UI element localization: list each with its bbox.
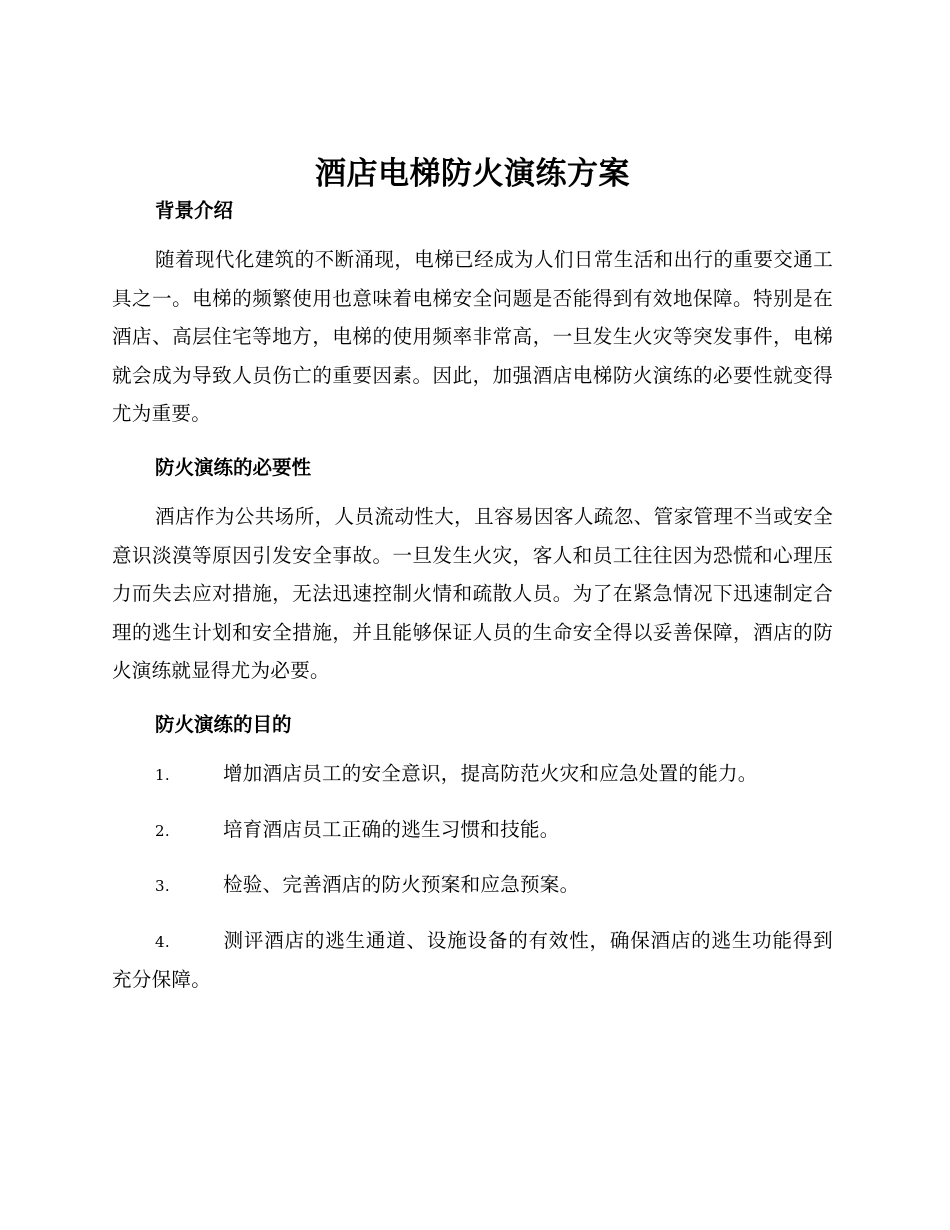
list-item-number: 1. [155,765,170,784]
list-item-number: 2. [155,821,170,840]
list-item-text: 检验、完善酒店的防火预案和应急预案。 [223,873,580,897]
document-title: 酒店电梯防火演练方案 [315,156,630,192]
section-heading-purpose: 防火演练的目的 [155,712,292,736]
section-paragraph-necessity: 酒店作为公共场所，人员流动性大，且容易因客人疏忽、管家管理不当或安全意识淡漠等原因引发安全事故。一旦发生火灾，客人和员工往往因为恐慌和心理压力而失去应对措施，无法迅速控制火情和疏散人员。为了在紧急情况下迅速制定合理的逃生计划和安全措施，并且能够保证人员的生命安全得以妥善保障，酒店的防火演练就显得尤为必要。 [112,504,833,683]
list-item [112,811,833,851]
section-heading-background: 背景介绍 [155,199,234,222]
list-item-text: 培育酒店员工正确的逃生习惯和技能。 [223,817,560,841]
list-item-text: 测评酒店的逃生通道、设施设备的有效性，确保酒店的逃生功能得到充分保障。 [112,928,833,992]
section-heading-necessity: 防火演练的必要性 [155,455,312,479]
list-item-text: 增加酒店员工的安全意识，提高防范火灾和应急处置的能力。 [223,761,758,785]
list-item-number: 3. [155,877,170,896]
purpose-list [112,755,833,1000]
list-item [112,755,833,795]
list-item [112,922,833,1000]
list-item-number: 4. [155,932,170,951]
section-paragraph-background: 随着现代化建筑的不断涌现，电梯已经成为人们日常生活和出行的重要交通工具之一。电梯的频繁使用也意味着电梯安全问题是否能得到有效地保障。特别是在酒店、高层住宅等地方，电梯的使用频率非常高，一旦发生火灾等突发事件，电梯就会成为导致人员伤亡的重要因素。因此，加强酒店电梯防火演练的必要性就变得尤为重要。 [112,248,833,426]
list-item [112,866,833,906]
